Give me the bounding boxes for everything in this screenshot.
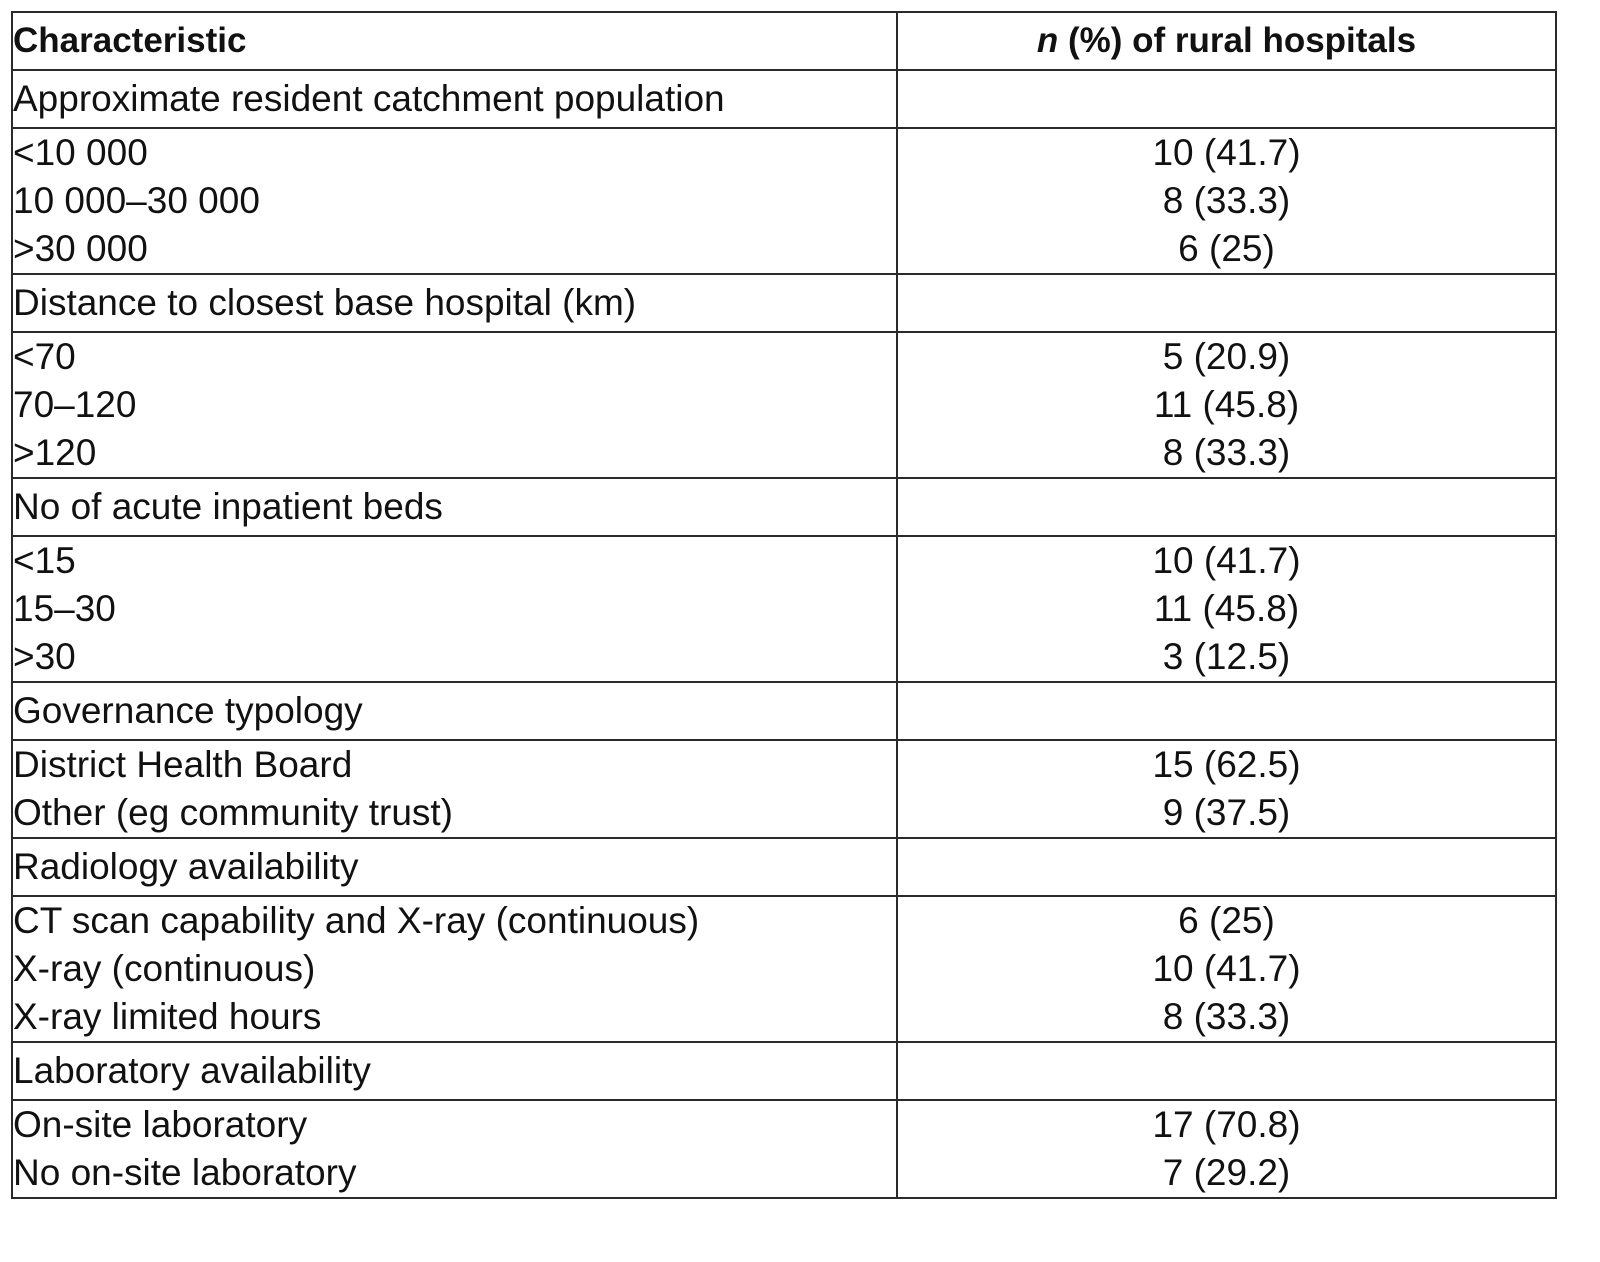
item-value: 3 (12.5) — [1162, 636, 1291, 677]
header-characteristic: Characteristic — [12, 12, 897, 70]
item-label: <10 000 — [13, 132, 148, 173]
item-label: 70–120 — [13, 384, 137, 425]
group-items-row — [12, 332, 1556, 478]
item-label: <70 — [13, 336, 76, 377]
item-value: 11 (45.8) — [1153, 588, 1300, 629]
group-header-row — [12, 70, 1556, 128]
item-label: <15 — [13, 540, 76, 581]
item-label: X-ray (continuous) — [13, 948, 316, 989]
group-items-row — [12, 1100, 1556, 1198]
group-label: No of acute inpatient beds — [12, 478, 897, 536]
group-label: Distance to closest base hospital (km) — [12, 274, 897, 332]
item-values-cell — [897, 896, 1556, 1042]
group-empty-cell — [897, 478, 1556, 536]
hospital-characteristics-table — [11, 11, 1557, 1199]
item-label: X-ray limited hours — [13, 996, 322, 1037]
item-value: 10 (41.7) — [1152, 132, 1301, 173]
group-header-row — [12, 838, 1556, 896]
group-empty-cell — [897, 274, 1556, 332]
item-value: 10 (41.7) — [1152, 948, 1301, 989]
group-empty-cell — [897, 838, 1556, 896]
item-value: 6 (25) — [1178, 228, 1275, 269]
item-label: Other (eg community trust) — [13, 792, 454, 833]
group-items-row — [12, 740, 1556, 838]
table-body — [12, 70, 1556, 1198]
item-labels-cell — [12, 128, 897, 274]
item-values-cell — [897, 332, 1556, 478]
group-label: Approximate resident catchment population — [12, 70, 897, 128]
item-label: No on-site laboratory — [13, 1152, 357, 1193]
group-items-row — [12, 896, 1556, 1042]
item-label: CT scan capability and X-ray (continuous) — [13, 900, 700, 941]
header-n-rest: (%) of rural hospitals — [1058, 21, 1417, 60]
item-value: 7 (29.2) — [1162, 1152, 1291, 1193]
item-value: 10 (41.7) — [1152, 540, 1301, 581]
table-container — [11, 11, 1557, 1199]
item-label: 15–30 — [13, 588, 116, 629]
group-header-row — [12, 682, 1556, 740]
group-header-row — [12, 274, 1556, 332]
group-label: Governance typology — [12, 682, 897, 740]
item-value: 8 (33.3) — [1162, 180, 1291, 221]
header-n-italic: n — [1036, 21, 1059, 60]
item-value: 15 (62.5) — [1152, 744, 1301, 785]
item-values-cell — [897, 740, 1556, 838]
item-label: 10 000–30 000 — [13, 180, 260, 221]
item-labels-cell — [12, 1100, 897, 1198]
item-label: >120 — [13, 432, 97, 473]
item-labels-cell — [12, 536, 897, 682]
item-label: >30 — [13, 636, 76, 677]
group-header-row — [12, 1042, 1556, 1100]
item-labels-cell — [12, 740, 897, 838]
group-empty-cell — [897, 682, 1556, 740]
item-value: 5 (20.9) — [1162, 336, 1291, 377]
header-row — [12, 12, 1556, 70]
item-label: District Health Board — [13, 744, 353, 785]
group-items-row — [12, 536, 1556, 682]
item-labels-cell — [12, 896, 897, 1042]
item-value: 11 (45.8) — [1153, 384, 1300, 425]
item-value: 8 (33.3) — [1162, 432, 1291, 473]
header-n-percent — [897, 12, 1556, 70]
item-value: 9 (37.5) — [1162, 792, 1291, 833]
group-empty-cell — [897, 70, 1556, 128]
group-items-row — [12, 128, 1556, 274]
item-value: 17 (70.8) — [1152, 1104, 1301, 1145]
item-labels-cell — [12, 332, 897, 478]
item-values-cell — [897, 536, 1556, 682]
group-label: Laboratory availability — [12, 1042, 897, 1100]
item-values-cell — [897, 1100, 1556, 1198]
item-value: 8 (33.3) — [1162, 996, 1291, 1037]
group-label: Radiology availability — [12, 838, 897, 896]
item-label: On-site laboratory — [13, 1104, 308, 1145]
group-header-row — [12, 478, 1556, 536]
item-label: >30 000 — [13, 228, 148, 269]
group-empty-cell — [897, 1042, 1556, 1100]
item-values-cell — [897, 128, 1556, 274]
item-value: 6 (25) — [1178, 900, 1275, 941]
